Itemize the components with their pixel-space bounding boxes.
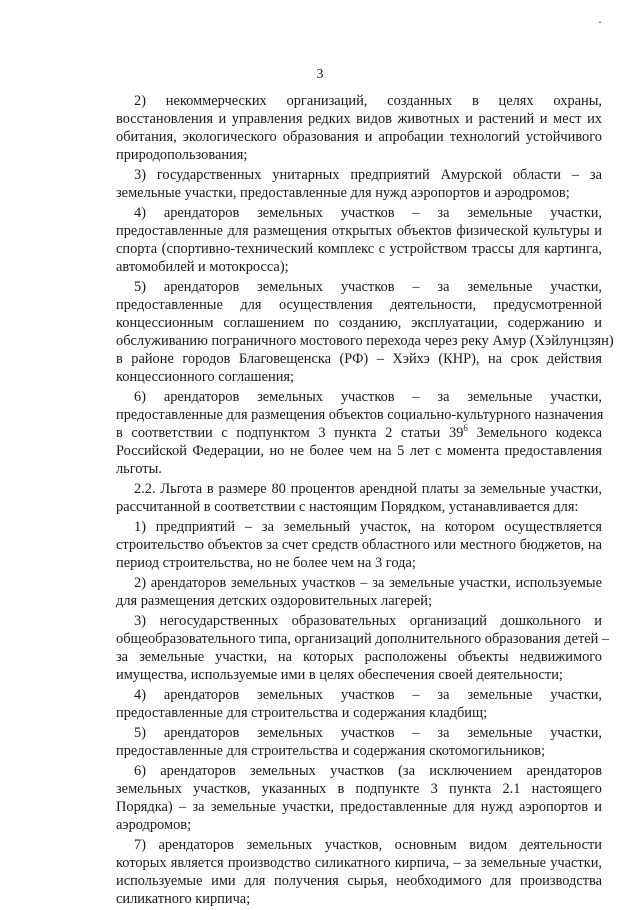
text-line: 2.2. Льгота в размере 80 процентов арендной платы за земельные участки, (134, 481, 602, 497)
item-2-1-4 (116, 204, 602, 276)
text-segment: Земельного кодекса (467, 425, 603, 441)
text-line: предоставленные для размещения объектов социально-культурного назначения (116, 407, 604, 423)
text-line: используемые ими для получения сырья, необходимого для производства (116, 873, 602, 889)
text-segment: в соответствии с подпунктом 3 пункта 2 статьи 39 (116, 425, 464, 441)
text-line: концессионным соглашением по созданию, эксплуатации, содержанию и (116, 315, 602, 331)
text-line: 4) арендаторов земельных участков – за земельные участки, (134, 205, 602, 221)
text-line: аэродромов; (116, 817, 192, 833)
text-line: обслуживанию пограничного мостового перехода через реку Амур (Хэйлунцзян) (116, 333, 614, 349)
text-line: 2) некоммерческих организаций, созданных в целях охраны, (134, 93, 602, 109)
item-2-2-5 (116, 724, 602, 760)
item-2-2-7 (116, 836, 602, 908)
text-line: предоставленные для осуществления деятельности, предусмотренной (116, 297, 602, 313)
text-line: 4) арендаторов земельных участков – за земельные участки, (134, 687, 602, 703)
item-2-2-4 (116, 686, 602, 722)
text-line: для размещения детских оздоровительных лагерей; (116, 593, 432, 609)
text-line: 6) арендаторов земельных участков – за земельные участки, (134, 389, 602, 405)
text-line: льготы. (116, 461, 162, 477)
item-2-2-3 (116, 612, 610, 684)
text-line: предоставленные для размещения открытых объектов физической культуры и (116, 223, 602, 239)
text-line: рассчитанной в соответствии с настоящим Порядком, устанавливается для: (116, 499, 579, 515)
text-line (116, 424, 602, 442)
text-line: 2) арендаторов земельных участков – за земельные участки, используемые (134, 575, 602, 591)
item-2-1-3 (116, 166, 602, 202)
text-line: за земельные участки, на которых расположены объекты недвижимого (116, 649, 602, 665)
item-2-2-6 (116, 762, 602, 834)
item-2-1-2 (116, 92, 602, 164)
text-line: автомобилей и мотокросса); (116, 259, 289, 275)
text-line: общеобразовательного типа, организаций дополнительного образования детей – (116, 631, 610, 647)
text-line: восстановления и управления редких видов животных и растений и мест их (116, 111, 602, 127)
text-line: 7) арендаторов земельных участков, основным видом деятельности (134, 837, 602, 853)
item-2-2-1 (116, 518, 602, 572)
item-2-1-5 (116, 278, 614, 386)
text-line: период строительства, но не более чем на 3 года; (116, 555, 416, 571)
text-line: обитания, экологического образования и апробации технологий устойчивого (116, 129, 602, 145)
text-line: концессионного соглашения; (116, 369, 295, 385)
text-line: Российской Федерации, но не более чем на 5 лет с момента предоставления (116, 443, 602, 459)
text-line: 1) предприятий – за земельный участок, на котором осуществляется (134, 519, 602, 535)
text-line: Порядка) – за земельные участки, предоставленные для нужд аэропортов и (116, 799, 602, 815)
document-body (116, 92, 614, 910)
text-line: 3) государственных унитарных предприятий Амурской области – за (134, 167, 602, 183)
text-line: предоставленные для строительства и содержания кладбищ; (116, 705, 488, 721)
text-line: земельные участки, предоставленные для нужд аэропортов и аэродромов; (116, 185, 570, 201)
text-line: спорта (спортивно-технический комплекс с устройством трассы для картинга, (116, 241, 602, 257)
item-2-2-intro (116, 480, 602, 516)
text-line: 6) арендаторов земельных участков (за исключением арендаторов (134, 763, 602, 779)
item-2-1-6 (116, 388, 602, 478)
superscript: 6 (463, 423, 468, 434)
text-line: 5) арендаторов земельных участков – за земельные участки, (134, 279, 602, 295)
text-line: природопользования; (116, 147, 248, 163)
text-line: 5) арендаторов земельных участков – за земельные участки, (134, 725, 602, 741)
text-line: имущества, используемые ими в целях обеспечения своей деятельности; (116, 667, 563, 683)
text-line: земельных участков, указанных в подпункте 3 пункта 2.1 настоящего (116, 781, 602, 797)
page-number: 3 (316, 67, 324, 82)
text-line: которых является производство силикатного кирпича, – за земельные участки, (116, 855, 602, 871)
text-line: 3) негосударственных образовательных организаций дошкольного и (134, 613, 602, 629)
scan-dot: · (598, 15, 602, 29)
text-line: силикатного кирпича; (116, 891, 251, 907)
text-line: предоставленные для строительства и содержания скотомогильников; (116, 743, 546, 759)
text-line: в районе городов Благовещенска (РФ) – Хэйхэ (КНР), на срок действия (116, 351, 602, 367)
item-2-2-2 (116, 574, 602, 610)
text-line: строительство объектов за счет средств областного или местного бюджетов, на (116, 537, 602, 553)
